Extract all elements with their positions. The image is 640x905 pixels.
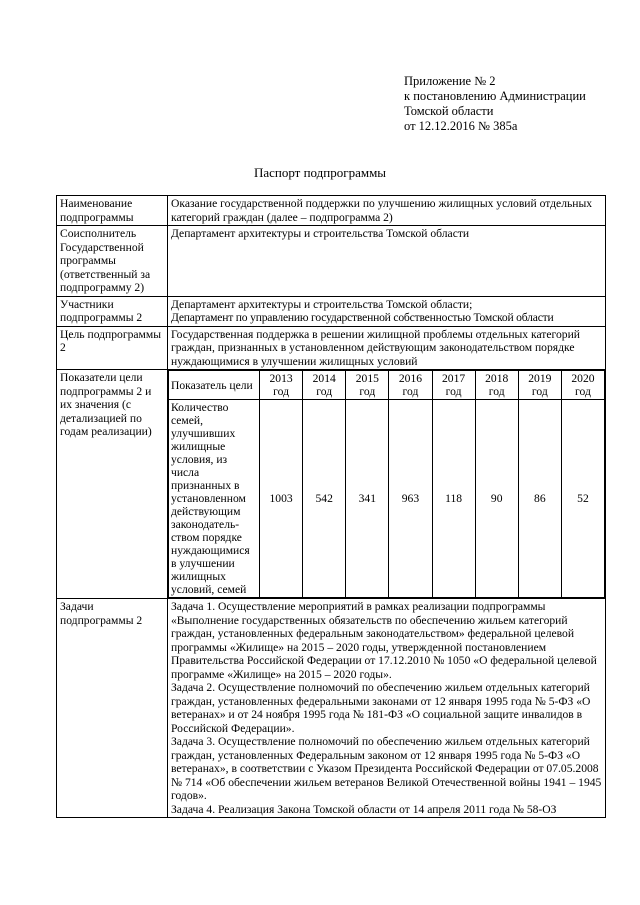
year-header: 2014 год xyxy=(303,371,346,400)
indicator-header: Показатель цели xyxy=(169,371,260,400)
table-row xyxy=(57,326,606,370)
row-value: Департамент архитектуры и строительства Томской области xyxy=(168,226,606,297)
indicators-header-row xyxy=(169,371,605,400)
indicator-name: Количество семей, улучшивших жилищные условия, из числа признанных в установленном действующим законодатель-ством порядке нуждающимися в улучшении жилищных условий, семей xyxy=(169,400,260,598)
table-row xyxy=(57,370,606,599)
appendix-line: к постановлению Администрации xyxy=(404,89,586,103)
year-header: 2016 год xyxy=(389,371,432,400)
indicator-value: 542 xyxy=(303,400,346,598)
table-row xyxy=(57,599,606,818)
indicator-value: 118 xyxy=(432,400,475,598)
participant-item: Департамент по управлению государственной собственностью Томской области xyxy=(171,311,554,324)
indicator-value: 341 xyxy=(346,400,389,598)
year-header: 2017 год xyxy=(432,371,475,400)
row-label: Участники подпрограммы 2 xyxy=(57,296,168,326)
row-label: Наименование подпрограммы xyxy=(57,196,168,226)
indicators-cell xyxy=(168,370,606,599)
indicator-value: 1003 xyxy=(260,400,303,598)
indicators-table xyxy=(168,370,605,598)
participant-item: Департамент архитектуры и строительства Томской области; xyxy=(171,297,473,311)
table-row xyxy=(57,296,606,326)
task-item: Задача 4. Реализация Закона Томской области от 14 апреля 2011 года № 58-ОЗ xyxy=(171,802,557,816)
year-header: 2020 год xyxy=(561,371,604,400)
appendix-line: Приложение № 2 xyxy=(404,74,496,88)
indicator-value: 52 xyxy=(561,400,604,598)
row-label: Соисполнитель Государственной программы (ответственный за подпрограмму 2) xyxy=(57,226,168,297)
row-label: Цель подпрограммы 2 xyxy=(57,326,168,370)
indicator-value: 963 xyxy=(389,400,432,598)
row-value: Государственная поддержка в решении жилищной проблемы отдельных категорий граждан, признанных в установленном действующим законодательством порядке нуждающимися в улучшении жилищных условий xyxy=(168,326,606,370)
year-header: 2013 год xyxy=(260,371,303,400)
year-header: 2015 год xyxy=(346,371,389,400)
year-header: 2019 год xyxy=(518,371,561,400)
passport-table xyxy=(56,195,606,818)
task-item: Задача 1. Осуществление мероприятий в рамках реализации подпрограммы «Выполнение государственных обязательств по обеспечению жильем категорий граждан, установленных федеральным законодательством» федеральной целевой программы «Жилище» на 2015 – 2020 годы, утвержденной постановлением Правительства Российской Федерации от 17.12.2010 № 1050 «О федеральной целевой программе «Жилище» на 2015 – 2020 годы». xyxy=(171,600,597,681)
row-value: Оказание государственной поддержки по улучшению жилищных условий отдельных категорий граждан (далее – подпрограмма 2) xyxy=(168,196,606,226)
page-title: Паспорт подпрограммы xyxy=(253,165,387,180)
row-value xyxy=(168,296,606,326)
table-row xyxy=(57,196,606,226)
row-label: Задачи подпрограммы 2 xyxy=(57,599,168,818)
appendix-header xyxy=(404,74,586,134)
task-item: Задача 2. Осуществление полномочий по обеспечению жильем отдельных категорий граждан, установленных федеральными законами от 12 января 1995 года № 5-ФЗ «О ветеранах» и от 24 ноября 1995 года № 181-ФЗ «О социальной защите инвалидов в Российской Федерации». xyxy=(171,681,591,735)
row-label: Показатели цели подпрограммы 2 и их значения (с детализацией по годам реализации) xyxy=(57,370,168,599)
appendix-line: от 12.12.2016 № 385а xyxy=(404,119,518,133)
task-item: Задача 3. Осуществление полномочий по обеспечению жильем отдельных категорий граждан, установленных Федеральным законом от 12 января 1995 года № 5-ФЗ «О ветеранах», в соответствии с Указом Президента Российской Федерации от 07.05.2008 № 714 «Об обеспечении жильем ветеранов Великой Отечественной войны 1941 – 1945 годов». xyxy=(171,735,602,802)
year-header: 2018 год xyxy=(475,371,518,400)
indicator-value: 90 xyxy=(475,400,518,598)
appendix-line: Томской области xyxy=(404,104,494,118)
table-row xyxy=(57,226,606,297)
indicators-value-row xyxy=(169,400,605,598)
tasks-cell xyxy=(168,599,606,818)
indicator-value: 86 xyxy=(518,400,561,598)
